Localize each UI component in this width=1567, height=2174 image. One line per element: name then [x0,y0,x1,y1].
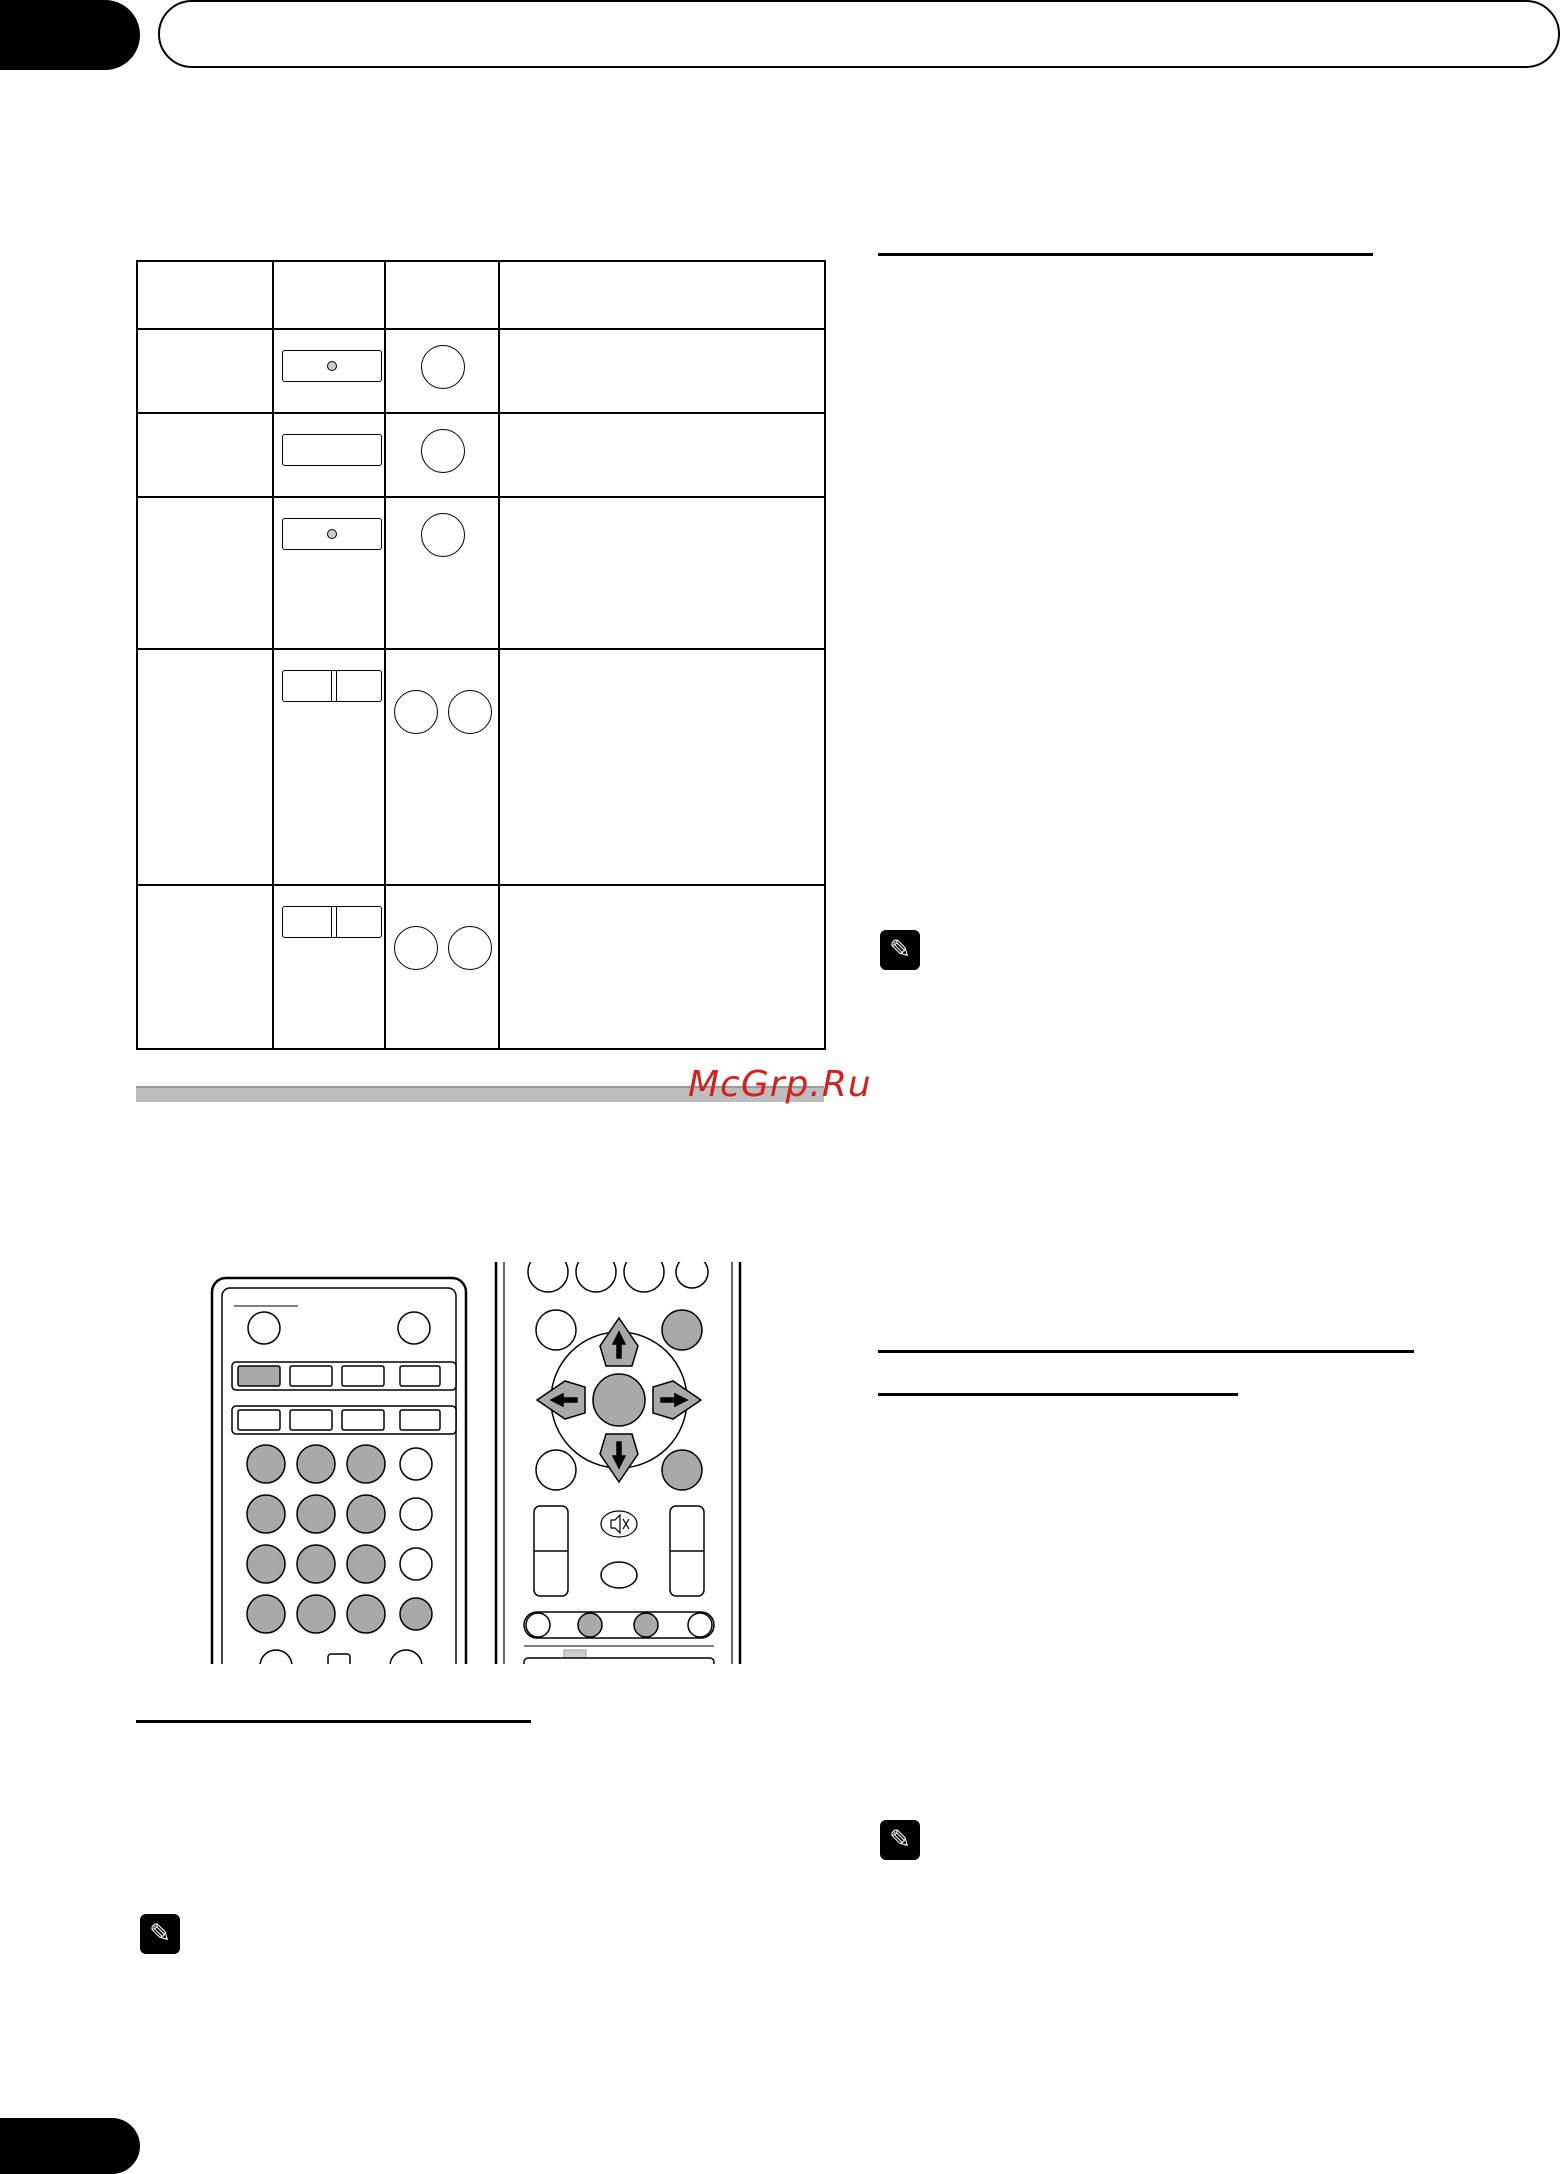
table-cell [273,413,385,497]
round-button-icon [394,926,438,970]
mode-button-row [232,1406,456,1434]
indicator-dot-icon [327,529,337,539]
corner-button-highlighted [662,1310,702,1350]
table-cell [499,329,825,413]
table-cell [499,413,825,497]
table-cell [273,649,385,885]
table-header-cell [385,261,499,329]
round-button-icon [421,429,465,473]
table-cell [273,497,385,649]
round-button-icon [421,513,465,557]
arrow-down-icon [600,1434,638,1482]
button-divider [331,671,337,701]
page-number-tab [0,2118,140,2174]
table-cell [137,329,273,413]
pencil-icon: ✎ [880,1820,920,1860]
round-button-icon [448,926,492,970]
round-button-icon [394,690,438,734]
table-header-row [137,261,825,329]
button-divider [331,907,337,937]
table-cell [137,413,273,497]
table-cell [273,885,385,1049]
table-cell [137,649,273,885]
remote-illustration-right [490,1262,746,1664]
table-cell [499,885,825,1049]
heading-underline [878,1350,1414,1353]
table-cell [385,329,499,413]
enter-button [593,1374,645,1426]
input-button-highlighted [238,1366,280,1386]
split-button-icon [282,906,382,938]
heading-underline [136,1720,531,1723]
table-cell [499,497,825,649]
speaker-mute-icon [601,1511,637,1537]
rectangular-button-icon [282,434,382,466]
remote-bottom-bar [524,1658,714,1664]
table-cell [385,497,499,649]
small-oval-button [601,1562,637,1588]
pencil-icon: ✎ [140,1914,180,1954]
rectangular-button-icon [282,350,382,382]
arrow-up-icon [600,1318,638,1366]
arrow-left-icon [537,1381,585,1419]
pencil-icon: ✎ [880,930,920,970]
table-cell [137,497,273,649]
split-button-icon [282,670,382,702]
table-cell [385,413,499,497]
chapter-tab [0,0,140,70]
rectangular-button-icon [282,518,382,550]
remote-round-button [248,1312,280,1344]
table-header-cell [137,261,273,329]
corner-button-highlighted [662,1450,702,1490]
remote-illustration-left [210,1262,470,1664]
indicator-dot-icon [327,361,337,371]
table-cell [137,885,273,1049]
round-button-icon [421,345,465,389]
table-row [137,329,825,413]
table-row [137,413,825,497]
volume-rocker-left [534,1506,568,1596]
table-cell [385,885,499,1049]
heading-underline [878,253,1373,256]
controls-table [136,260,826,1050]
chapter-title-bar [158,0,1560,68]
arrow-right-icon [653,1381,701,1419]
table-row [137,497,825,649]
round-button-icon [448,690,492,734]
table-cell [499,649,825,885]
volume-rocker-right [670,1506,704,1596]
heading-underline [878,1393,1238,1396]
corner-button [536,1450,576,1490]
watermark: McGrp.Ru [688,1064,872,1105]
remote-round-button [398,1312,430,1344]
table-row [137,649,825,885]
table-row [137,885,825,1049]
top-round-buttons [528,1262,708,1292]
table-header-cell [499,261,825,329]
corner-button [536,1310,576,1350]
color-button-row [524,1612,714,1638]
table-cell [273,329,385,413]
table-header-cell [273,261,385,329]
table-cell [385,649,499,885]
input-button-row [232,1362,456,1390]
